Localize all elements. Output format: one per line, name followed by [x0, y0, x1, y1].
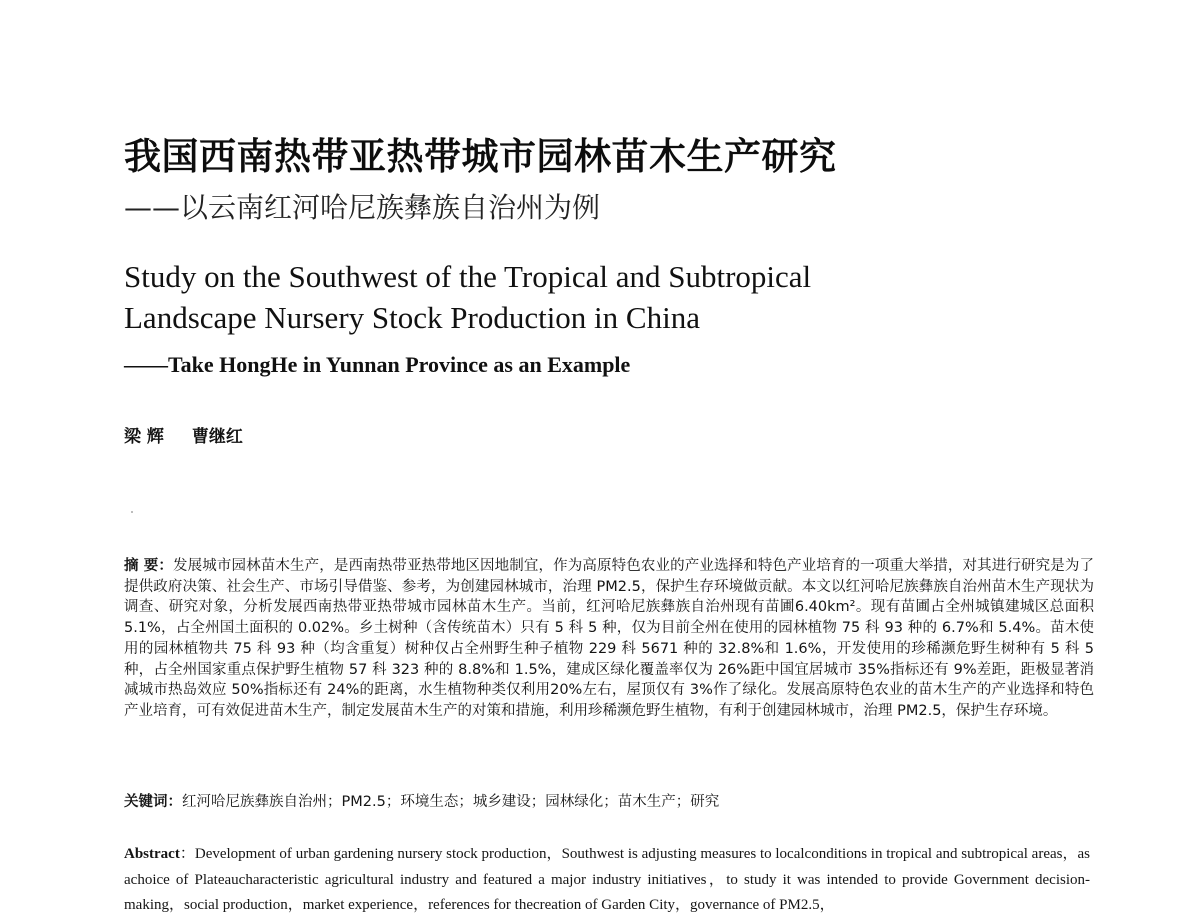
paper-subtitle-chinese: ——以云南红河哈尼族彝族自治州为例 [124, 191, 601, 224]
author-list [124, 422, 271, 447]
paper-title-english-line-1: Study on the Southwest of the Tropical and Subtropical [124, 259, 812, 294]
abstract-chinese-text: 发展城市园林苗木生产，是西南热带亚热带地区因地制宜，作为高原特色农业的产业选择和特色产业培育的一项重大举措，对其进行研究是为了提供政府决策、社会生产、市场引导借鉴、参考，为创建园林城市，治理 PM2.5，保护生存环境做贡献。本文以红河哈尼族彝族自治州苗木生产现状为调查、研究对象，分析发展西南热带亚热带城市园林苗木生产。当前，红河哈尼族彝族自治州现有苗圃6.40km²。现有苗圃占全州城镇建城区总面积 5.1%，占全州国土面积的 0.02%。乡土树种（含传统苗木）只有 5 科 5 种，仅为目前全州在使用的园林植物 75 科 93 种的 6.7%和 5.4%。苗木使用的园林植物共 75 科 93 种（均含重复）树种仅占全州野生种子植物 229 科 5671 种的 32.8%和 1.6%，开发使用的珍稀濒危野生树种有 5 科 5 种，占全州国家重点保护野生植物 57 科 323 种的 8.8%和 1.5%，建成区绿化覆盖率仅为 26%距中国宜居城市 35%指标还有 9%差距，距极显著消减城市热岛效应 50%指标还有 24%的距离，水生植物种类仅利用20%左右，屋顶仅有 3%作了绿化。发展高原特色农业的苗木生产的产业选择和特色产业培育，可有效促进苗木生产，制定发展苗木生产的对策和措施，利用珍稀濒危野生植物，有利于创建园林城市，治理 PM2.5，保护生存环境。 [124, 558, 1094, 719]
keywords-chinese [124, 792, 1094, 812]
abstract-english-label: Abstract [124, 846, 180, 862]
scan-speck [131, 511, 133, 513]
keywords-label: 关键词： [124, 793, 182, 810]
abstract-chinese [124, 556, 1094, 722]
paper-title-chinese: 我国西南热带亚热带城市园林苗木生产研究 [124, 134, 837, 178]
paper-title-english [124, 256, 844, 338]
abstract-english-text: ：Development of urban gardening nursery stock production，Southwest is adjusting measures to localconditions in tropical and subtropical areas，as achoice of Plateaucharacteristic agricultural industry and featured a major industry initiatives，to study it was intended to provide Government decision-making，social production，market experience，references for thecreation of Garden City，governance of PM2.5， [124, 846, 1090, 913]
author-2: 曹继红 [191, 427, 243, 447]
abstract-english [124, 842, 1090, 919]
author-1: 梁 辉 [124, 427, 164, 447]
paper-title-english-line-2: Landscape Nursery Stock Production in China [124, 300, 700, 335]
paper-subtitle-english: ——Take HongHe in Yunnan Province as an Example [124, 352, 631, 377]
keywords-text: 红河哈尼族彝族自治州；PM2.5；环境生态；城乡建设；园林绿化；苗木生产；研究 [182, 794, 720, 810]
abstract-chinese-label: 摘 要： [124, 557, 174, 574]
